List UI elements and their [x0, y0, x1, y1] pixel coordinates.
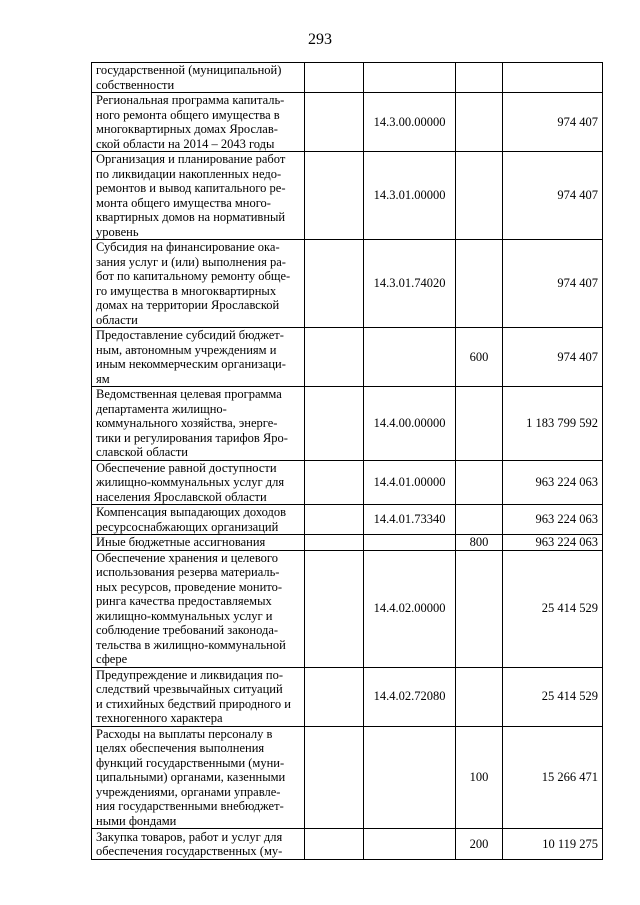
row-empty-cell	[305, 535, 364, 551]
row-code-cell	[364, 63, 456, 93]
table-row	[92, 829, 603, 860]
row-type-cell	[456, 505, 503, 535]
row-amount-cell: 974 407	[503, 328, 603, 387]
row-code-cell	[364, 535, 456, 551]
row-type-cell: 800	[456, 535, 503, 551]
row-amount-cell: 963 224 063	[503, 505, 603, 535]
row-amount-cell	[503, 63, 603, 93]
row-empty-cell	[305, 328, 364, 387]
row-empty-cell	[305, 505, 364, 535]
page-number: 293	[308, 31, 332, 48]
row-type-cell	[456, 63, 503, 93]
table-row	[92, 726, 603, 829]
table-row	[92, 93, 603, 152]
row-name-cell: Обеспечение хранения и целевого использования резерва материаль- ных ресурсов, проведение монито- ринга качества предоставляемых жилищно-коммунальных услуг и соблюдение требований законода- тельства в жилищно-коммунальной сфере	[92, 550, 305, 667]
row-code-cell: 14.3.01.74020	[364, 240, 456, 328]
table-row	[92, 328, 603, 387]
row-empty-cell	[305, 63, 364, 93]
row-name-cell: Организация и планирование работ по ликвидации накопленных недо- ремонтов и вывод капитального ре- монта общего имущества много- квартирных домов на нормативный уровень	[92, 152, 305, 240]
row-name-cell: Предоставление субсидий бюджет- ным, автономным учреждениям и иным некоммерческим организаци- ям	[92, 328, 305, 387]
row-empty-cell	[305, 93, 364, 152]
row-code-cell: 14.3.01.00000	[364, 152, 456, 240]
row-type-cell	[456, 550, 503, 667]
row-type-cell	[456, 387, 503, 461]
row-amount-cell: 15 266 471	[503, 726, 603, 829]
row-type-cell: 600	[456, 328, 503, 387]
table-row	[92, 667, 603, 726]
row-empty-cell	[305, 550, 364, 667]
row-empty-cell	[305, 387, 364, 461]
row-empty-cell	[305, 726, 364, 829]
row-type-cell	[456, 93, 503, 152]
row-code-cell	[364, 829, 456, 860]
row-empty-cell	[305, 667, 364, 726]
row-code-cell	[364, 328, 456, 387]
row-amount-cell: 963 224 063	[503, 460, 603, 505]
table-row	[92, 505, 603, 535]
row-amount-cell: 25 414 529	[503, 667, 603, 726]
table-row	[92, 387, 603, 461]
row-type-cell	[456, 240, 503, 328]
row-amount-cell: 10 119 275	[503, 829, 603, 860]
row-type-cell: 100	[456, 726, 503, 829]
row-type-cell	[456, 152, 503, 240]
row-name-cell: Предупреждение и ликвидация по- следствий чрезвычайных ситуаций и стихийных бедствий природного и техногенного характера	[92, 667, 305, 726]
row-amount-cell: 974 407	[503, 240, 603, 328]
row-name-cell: Ведомственная целевая программа департамента жилищно- коммунального хозяйства, энерге- тики и регулирования тарифов Яро- славской области	[92, 387, 305, 461]
row-name-cell: Обеспечение равной доступности жилищно-коммунальных услуг для населения Ярославской области	[92, 460, 305, 505]
table-row	[92, 240, 603, 328]
row-code-cell: 14.4.01.73340	[364, 505, 456, 535]
row-name-cell: Компенсация выпадающих доходов ресурсоснабжающих организаций	[92, 505, 305, 535]
row-amount-cell: 25 414 529	[503, 550, 603, 667]
row-code-cell: 14.4.02.72080	[364, 667, 456, 726]
row-empty-cell	[305, 240, 364, 328]
row-type-cell	[456, 460, 503, 505]
row-empty-cell	[305, 152, 364, 240]
table-row	[92, 550, 603, 667]
table-row	[92, 152, 603, 240]
row-amount-cell: 974 407	[503, 93, 603, 152]
row-type-cell: 200	[456, 829, 503, 860]
budget-table-body	[92, 63, 603, 860]
row-name-cell: Субсидия на финансирование ока- зания услуг и (или) выполнения ра- бот по капитальному ремонту обще- го имущества в многоквартирных домах на территории Ярославской области	[92, 240, 305, 328]
row-name-cell: Иные бюджетные ассигнования	[92, 535, 305, 551]
row-name-cell: государственной (муниципальной) собственности	[92, 63, 305, 93]
row-amount-cell: 1 183 799 592	[503, 387, 603, 461]
table-row	[92, 63, 603, 93]
row-code-cell: 14.4.00.00000	[364, 387, 456, 461]
row-amount-cell: 963 224 063	[503, 535, 603, 551]
row-name-cell: Расходы на выплаты персоналу в целях обеспечения выполнения функций государственными (муни- ципальными) органами, казенными учреждениями, органами управле- ния государственными внебюджет- ными фондами	[92, 726, 305, 829]
row-code-cell: 14.4.02.00000	[364, 550, 456, 667]
budget-table	[91, 62, 603, 860]
row-empty-cell	[305, 460, 364, 505]
row-type-cell	[456, 667, 503, 726]
row-code-cell: 14.4.01.00000	[364, 460, 456, 505]
row-amount-cell: 974 407	[503, 152, 603, 240]
row-empty-cell	[305, 829, 364, 860]
row-name-cell: Региональная программа капиталь- ного ремонта общего имущества в многоквартирных домах Ярослав- ской области на 2014 – 2043 годы	[92, 93, 305, 152]
table-row	[92, 535, 603, 551]
row-code-cell	[364, 726, 456, 829]
row-code-cell: 14.3.00.00000	[364, 93, 456, 152]
row-name-cell: Закупка товаров, работ и услуг для обеспечения государственных (му-	[92, 829, 305, 860]
table-row	[92, 460, 603, 505]
